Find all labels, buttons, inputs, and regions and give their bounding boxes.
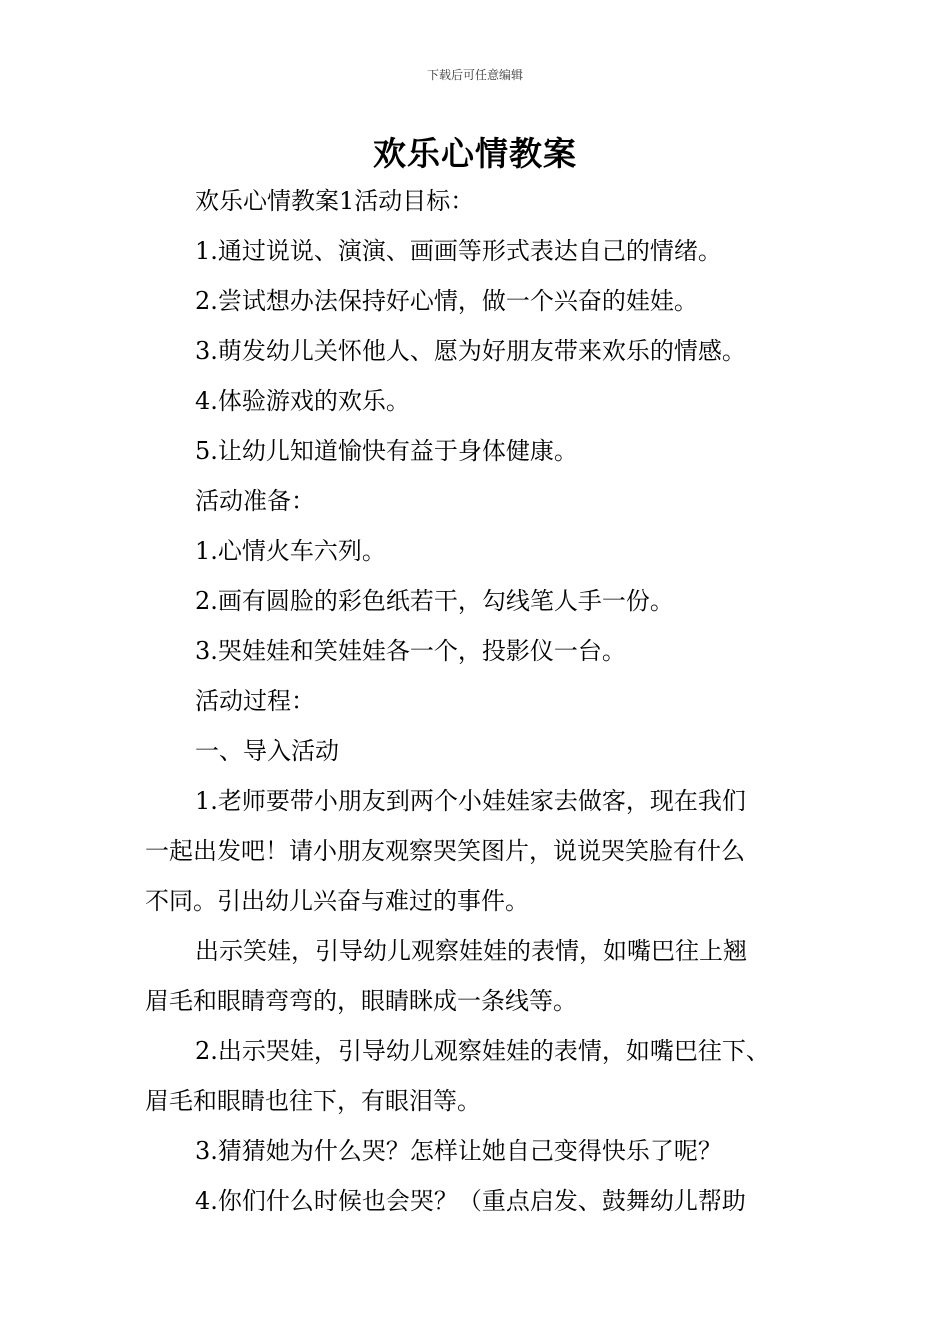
- text-line: 眉毛和眼睛也往下，有眼泪等。: [145, 1087, 481, 1115]
- text-line: 1.老师要带小朋友到两个小娃娃家去做客，现在我们: [195, 787, 746, 815]
- text-line: 4.体验游戏的欢乐。: [195, 387, 410, 415]
- text-line: 2.出示哭娃，引导幼儿观察娃娃的表情，如嘴巴往下、: [195, 1037, 770, 1065]
- body-text: [145, 176, 815, 1226]
- text-line: 活动准备：: [195, 487, 315, 515]
- text-line: 2.尝试想办法保持好心情，做一个兴奋的娃娃。: [195, 287, 698, 315]
- text-line: 4.你们什么时候也会哭？（重点启发、鼓舞幼儿帮助: [195, 1187, 746, 1215]
- text-line: 出示笑娃，引导幼儿观察娃娃的表情，如嘴巴往上翘: [195, 937, 747, 965]
- text-line: 不同。引出幼儿兴奋与难过的事件。: [145, 887, 529, 915]
- text-line: 2.画有圆脸的彩色纸若干，勾线笔人手一份。: [195, 587, 674, 615]
- text-line: 欢乐心情教案1活动目标：: [195, 187, 475, 215]
- text-line: 活动过程：: [195, 687, 315, 715]
- text-line: 3.哭娃娃和笑娃娃各一个，投影仪一台。: [195, 637, 626, 665]
- text-line: 1.通过说说、演演、画画等形式表达自己的情绪。: [195, 237, 722, 265]
- header-note: 下载后可任意编辑: [426, 68, 523, 82]
- text-line: 一、导入活动: [195, 737, 339, 765]
- text-line: 3.猜猜她为什么哭？怎样让她自己变得快乐了呢？: [195, 1137, 722, 1165]
- text-line: 1.心情火车六列。: [195, 537, 386, 565]
- text-line: 3.萌发幼儿关怀他人、愿为好朋友带来欢乐的情感。: [195, 337, 746, 365]
- text-line: 一起出发吧！请小朋友观察哭笑图片，说说哭笑脸有什么: [145, 837, 745, 865]
- text-line: 眉毛和眼睛弯弯的，眼睛眯成一条线等。: [145, 987, 577, 1015]
- document-title: 欢乐心情教案: [373, 134, 577, 173]
- text-line: 5.让幼儿知道愉快有益于身体健康。: [195, 437, 578, 465]
